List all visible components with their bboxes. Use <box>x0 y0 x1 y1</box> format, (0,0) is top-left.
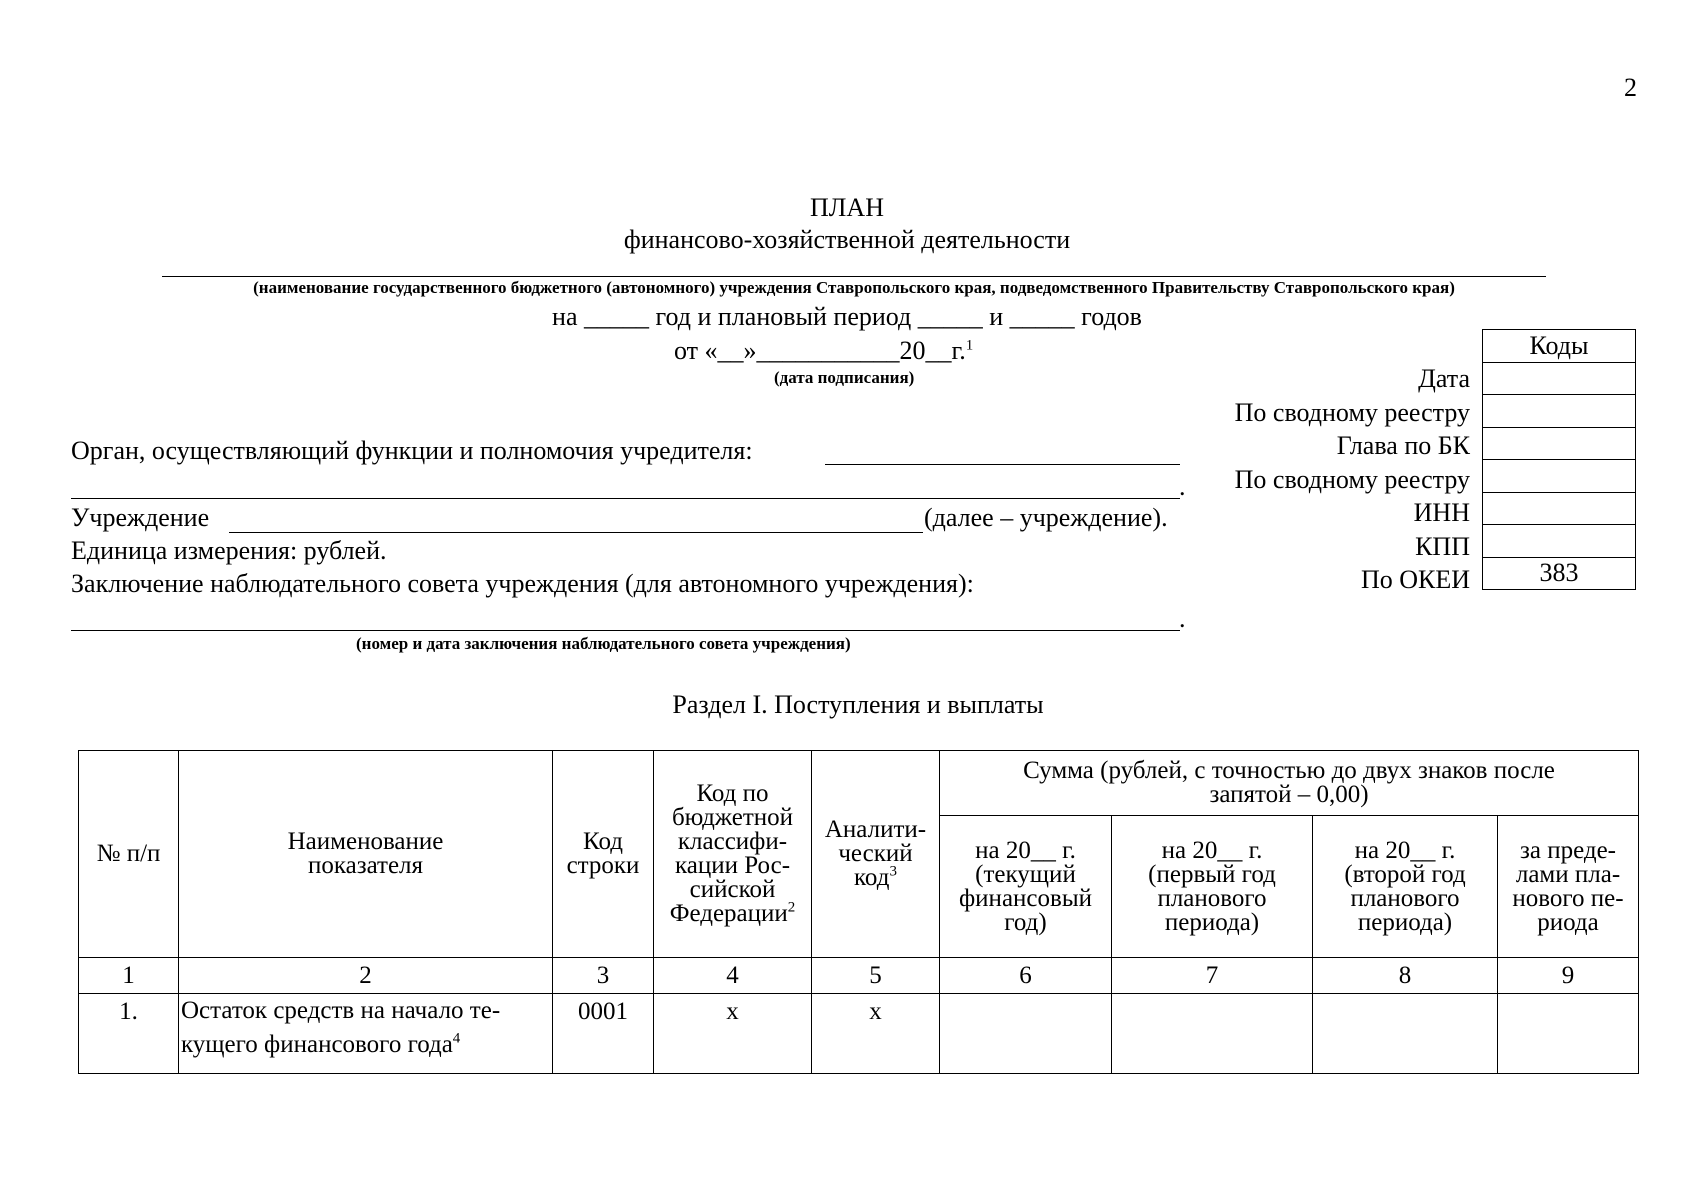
section-title: Раздел I. Поступления и выплаты <box>672 690 1044 719</box>
row-analytic: х <box>812 994 940 1074</box>
council-field[interactable] <box>71 630 1180 631</box>
header-code: Код строки <box>553 751 654 958</box>
code-label: Дата <box>1418 364 1470 393</box>
date-caption: (дата подписания) <box>774 368 915 387</box>
row-name <box>179 994 553 1074</box>
column-number: 9 <box>1498 958 1639 994</box>
code-label: ИНН <box>1413 498 1470 527</box>
row-name-footnote: 4 <box>452 1030 461 1047</box>
institution-caption: (наименование государственного бюджетного (автономного) учреждения Ставропольского края, подведомственного Правительству Ставропольского края) <box>253 278 1455 297</box>
column-number: 5 <box>812 958 940 994</box>
code-label: КПП <box>1415 531 1470 561</box>
header-bk-footnote: 2 <box>787 899 796 916</box>
date-footnote: 1 <box>965 337 974 354</box>
founder-field-continued[interactable] <box>71 498 1180 499</box>
date-line <box>674 336 973 366</box>
header-year-4: за преде-лами пла-нового пе-риода <box>1498 816 1639 958</box>
header-analytic-footnote: 3 <box>889 863 897 880</box>
column-number: 8 <box>1313 958 1498 994</box>
codes-table <box>1482 329 1636 590</box>
header-year-1: на 20__ г. (текущий финансовый год) <box>940 816 1112 958</box>
row-code: 0001 <box>553 994 654 1074</box>
code-value[interactable] <box>1483 492 1636 525</box>
row-name-text: Остаток средств на начало те-кущего финансового года <box>181 997 501 1058</box>
row-sum-year-1[interactable] <box>940 994 1112 1074</box>
code-label: Глава по БК <box>1336 431 1470 460</box>
header-sum: Сумма (рублей, с точностью до двух знаков после запятой – 0,00) <box>940 751 1639 816</box>
unit-line: Единица измерения: рублей. <box>71 536 387 565</box>
institution-label: Учреждение <box>71 503 210 532</box>
row-num: 1. <box>79 994 179 1074</box>
council-caption: (номер и дата заключения наблюдательного совета учреждения) <box>356 634 851 653</box>
receipts-payments-table <box>78 750 1639 1074</box>
table-row <box>79 994 1639 1074</box>
institution-field[interactable] <box>229 532 923 533</box>
header-num: № п/п <box>79 751 179 958</box>
header-analytic-text: Аналити-ческий код <box>824 816 927 891</box>
header-bk <box>654 751 812 958</box>
codes-labels <box>1100 362 1470 597</box>
column-number: 6 <box>940 958 1112 994</box>
row-sum-year-3[interactable] <box>1313 994 1498 1074</box>
header-name: Наименование показателя <box>179 751 553 958</box>
column-number: 2 <box>179 958 553 994</box>
code-value[interactable] <box>1483 427 1636 460</box>
page-number: 2 <box>1624 73 1637 102</box>
column-number: 4 <box>654 958 812 994</box>
column-number-row <box>79 958 1639 994</box>
date-text: от «__»___________20__г. <box>674 336 966 365</box>
code-value[interactable] <box>1483 460 1636 493</box>
council-dot: . <box>1179 604 1186 633</box>
code-label: По сводному реестру <box>1234 464 1470 494</box>
document-subtitle: финансово-хозяйственной деятельности <box>623 225 1071 254</box>
founder-label: Орган, осуществляющий функции и полномочия учредителя: <box>71 436 753 465</box>
period-line: на _____ год и плановый период _____ и _____ годов <box>552 302 1142 331</box>
council-label: Заключение наблюдательного совета учреждения (для автономного учреждения): <box>71 569 974 598</box>
header-year-3: на 20__ г. (второй год планового периода) <box>1313 816 1498 958</box>
code-value-okei[interactable]: 383 <box>1483 557 1636 590</box>
codes-header: Коды <box>1483 330 1636 363</box>
founder-dot: . <box>1179 472 1186 501</box>
code-value[interactable] <box>1483 525 1636 558</box>
document-title: ПЛАН <box>810 193 884 222</box>
code-label: По сводному реестру <box>1234 397 1470 427</box>
header-bk-text: Код по бюджетной классифи-кации Рос-сийской Федерации <box>669 780 794 927</box>
header-year-2: на 20__ г. (первый год планового периода) <box>1112 816 1313 958</box>
code-label: По ОКЕИ <box>1360 565 1470 594</box>
column-number: 7 <box>1112 958 1313 994</box>
row-bk: х <box>654 994 812 1074</box>
code-value[interactable] <box>1483 395 1636 428</box>
column-number: 3 <box>553 958 654 994</box>
row-sum-year-4[interactable] <box>1498 994 1639 1074</box>
header-analytic <box>812 751 940 958</box>
column-number: 1 <box>79 958 179 994</box>
row-sum-year-2[interactable] <box>1112 994 1313 1074</box>
institution-suffix: (далее – учреждение). <box>924 503 1168 532</box>
code-value[interactable] <box>1483 362 1636 395</box>
institution-name-line <box>162 276 1546 277</box>
